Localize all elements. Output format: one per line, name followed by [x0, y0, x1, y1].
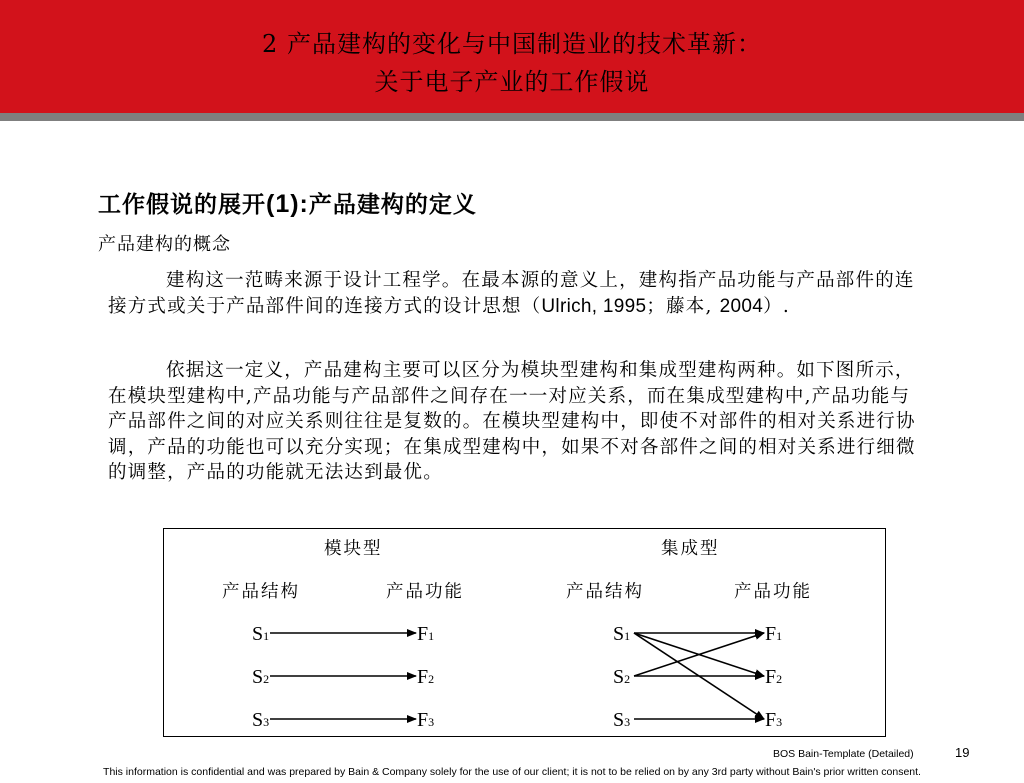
integral-part-node: S2 [613, 666, 631, 688]
modular-part-node: S1 [252, 623, 270, 645]
slide-title-line1: 2 产品建构的变化与中国制造业的技术革新： [262, 30, 762, 58]
slide-title-line2: 关于电子产业的工作假说 [374, 68, 650, 96]
header-divider [0, 113, 1024, 121]
paragraph1-cite1: Ulrich, 1995 [541, 295, 647, 317]
paragraph1-end: ）. [763, 295, 790, 317]
modular-part-node: S2 [252, 666, 270, 688]
architecture-diagram [163, 528, 886, 737]
modular-function-node: F3 [417, 709, 435, 731]
modular-structure-label: 产品结构 [222, 582, 300, 602]
paragraph1-text: 建构这一范畴来源于设计工程学。在最本源的意义上，建构指产品功能与产品部件的连接方式或关于产品部件间的连接方式的设计思想（ [108, 270, 915, 317]
footer-template-reference: BOS Bain-Template (Detailed) [773, 748, 914, 760]
header-banner [0, 0, 1024, 113]
modular-part-node: S3 [252, 709, 270, 731]
modular-function-node: F2 [417, 666, 435, 688]
section-heading-post: 产品建构的定义 [308, 192, 477, 218]
diagram-connectors [164, 529, 887, 738]
paragraph2-text: 依据这一定义，产品建构主要可以区分为模块型建构和集成型建构两种。如下图所示，在模块型建构中,产品功能与产品部件之间存在一一对应关系，而在集成型建构中,产品功能与产品部件之间的对应关系则往往是复数的。在模块型建构中，即使不对部件的相对关系进行协调，产品的功能也可以充分实现；在集成型建构中，如果不对各部件之间的相对关系进行细微的调整，产品的功能就无法达到最优。 [108, 360, 916, 483]
paragraph-definition [108, 268, 920, 319]
page-number: 19 [955, 745, 970, 760]
section-heading-pre: 工作假说的展开 [98, 192, 266, 218]
integral-part-node: S1 [613, 623, 631, 645]
paragraph-classification [108, 358, 920, 486]
modular-function-label: 产品功能 [386, 582, 464, 602]
integral-structure-label: 产品结构 [566, 582, 644, 602]
paragraph1-cite2: 2004 [719, 295, 764, 317]
integral-function-node: F1 [765, 623, 783, 645]
subheading: 产品建构的概念 [98, 234, 231, 255]
integral-function-node: F3 [765, 709, 783, 731]
integral-part-node: S3 [613, 709, 631, 731]
confidentiality-notice: This information is confidential and was prepared by Bain & Company solely for the use of our client; it is not to be relied on by any 3rd party without Bain's prior written consent. [103, 766, 921, 778]
modular-title: 模块型 [324, 539, 383, 559]
integral-function-label: 产品功能 [734, 582, 812, 602]
paragraph1-sep: ；藤本, [646, 295, 720, 317]
section-heading-number: (1): [266, 190, 309, 218]
modular-function-node: F1 [417, 623, 435, 645]
section-heading [98, 186, 477, 219]
integral-function-node: F2 [765, 666, 783, 688]
integral-title: 集成型 [661, 539, 720, 559]
